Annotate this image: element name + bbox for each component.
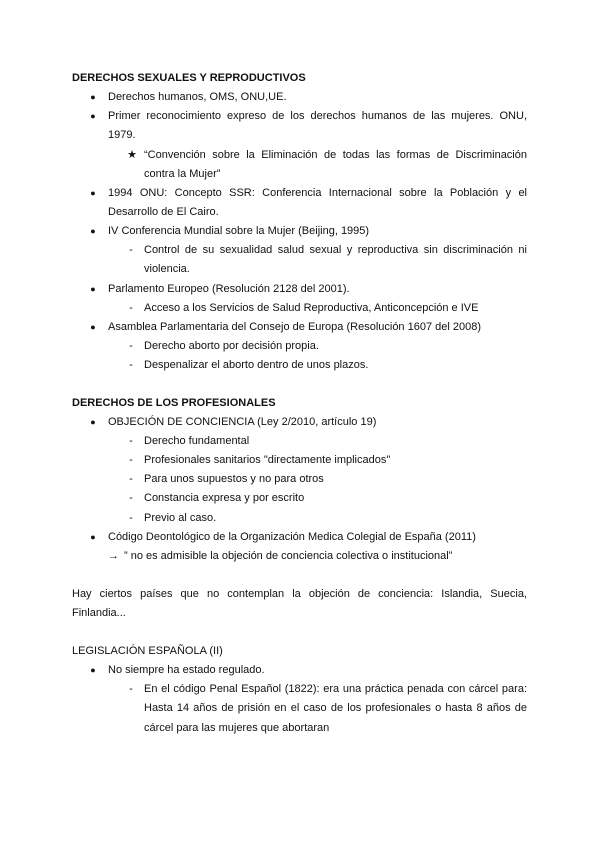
paragraph-line: Hay ciertos países que no contemplan la objeción de conciencia: Islandia, Suecia, [72, 588, 527, 600]
sub-list-item: Derecho aborto por decisión propia. [144, 340, 319, 352]
dash-icon: - [129, 359, 133, 371]
dash-icon: - [129, 473, 133, 485]
section-heading-derechos-profesionales: DERECHOS DE LOS PROFESIONALES [72, 397, 276, 409]
bullet-icon: ● [90, 111, 96, 121]
section-heading-legislacion: LEGISLACIÓN ESPAÑOLA (II) [72, 645, 223, 657]
bullet-icon: ● [90, 532, 96, 542]
list-item: Código Deontológico de la Organización Medica Colegial de España (2011) [108, 531, 476, 543]
list-item: Parlamento Europeo (Resolución 2128 del 2001). [108, 283, 350, 295]
bullet-icon: ● [90, 322, 96, 332]
dash-icon: - [129, 492, 133, 504]
paragraph-line: Finlandia... [72, 607, 126, 619]
list-item: No siempre ha estado regulado. [108, 664, 265, 676]
bullet-icon: ● [90, 417, 96, 427]
sub-list-item-continuation: contra la Mujer” [144, 168, 221, 180]
dash-icon: - [129, 512, 133, 524]
bullet-icon: ● [90, 188, 96, 198]
sub-list-item-continuation: cárcel para las mujeres que abortaran [144, 722, 330, 734]
bullet-icon: ● [90, 92, 96, 102]
dash-icon: - [129, 683, 133, 695]
dash-icon: - [129, 454, 133, 466]
list-item: OBJECIÓN DE CONCIENCIA (Ley 2/2010, artículo 19) [108, 416, 377, 428]
sub-list-item: Previo al caso. [144, 512, 217, 524]
dash-icon: - [129, 302, 133, 314]
section-heading-derechos-sexuales: DERECHOS SEXUALES Y REPRODUCTIVOS [72, 72, 306, 84]
sub-list-item-continuation: violencia. [144, 263, 190, 275]
list-item-continuation: 1979. [108, 129, 136, 141]
sub-list-item: Para unos supuestos y no para otros [144, 473, 324, 485]
arrow-right-icon: → [108, 550, 119, 562]
sub-list-item: Control de su sexualidad salud sexual y reproductiva sin discriminación ni [144, 244, 527, 256]
quote-text: ” no es admisible la objeción de conciencia colectiva o institucional” [124, 550, 453, 562]
dash-icon: - [129, 340, 133, 352]
list-item: Primer reconocimiento expreso de los derechos humanos de las mujeres. ONU, [108, 110, 527, 122]
sub-list-item: Profesionales sanitarios "directamente implicados" [144, 454, 391, 466]
star-icon: ★ [127, 149, 137, 161]
list-item: IV Conferencia Mundial sobre la Mujer (Beijing, 1995) [108, 225, 370, 237]
sub-list-item: Derecho fundamental [144, 435, 250, 447]
bullet-icon: ● [90, 284, 96, 294]
sub-list-item: Acceso a los Servicios de Salud Reproductiva, Anticoncepción e IVE [144, 302, 479, 314]
dash-icon: - [129, 244, 133, 256]
bullet-icon: ● [90, 226, 96, 236]
bullet-icon: ● [90, 665, 96, 675]
sub-list-item: Constancia expresa y por escrito [144, 492, 305, 504]
sub-list-item: “Convención sobre la Eliminación de todas las formas de Discriminación [144, 149, 527, 161]
list-item-continuation: Desarrollo de El Cairo. [108, 206, 219, 218]
list-item: 1994 ONU: Concepto SSR: Conferencia Internacional sobre la Población y el [108, 187, 527, 199]
sub-list-item: Despenalizar el aborto dentro de unos plazos. [144, 359, 369, 371]
sub-list-item-continuation: Hasta 14 años de prisión en el caso de los profesionales o hasta 8 años de [144, 702, 527, 714]
sub-list-item: En el código Penal Español (1822): era una práctica penada con cárcel para: [144, 683, 527, 695]
list-item: Derechos humanos, OMS, ONU,UE. [108, 91, 287, 103]
dash-icon: - [129, 435, 133, 447]
list-item: Asamblea Parlamentaria del Consejo de Europa (Resolución 1607 del 2008) [108, 321, 482, 333]
